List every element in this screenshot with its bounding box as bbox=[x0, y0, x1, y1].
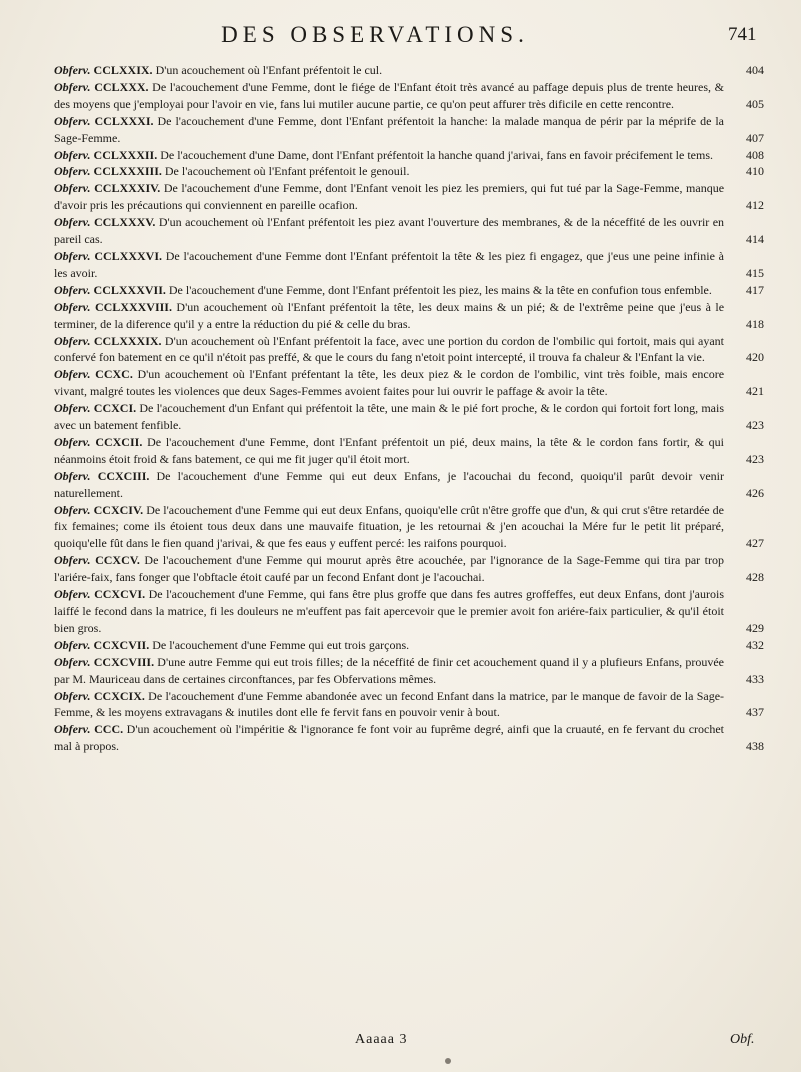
entry-label: Obferv. bbox=[54, 181, 91, 196]
entry-label: Obferv. bbox=[54, 333, 91, 348]
entry-page-ref: 433 bbox=[746, 671, 764, 686]
entry-page-ref: 438 bbox=[746, 739, 764, 754]
entry-text: De l'acouchement où l'Enfant préfentoit le genouil. bbox=[164, 164, 410, 179]
observation-entry bbox=[54, 248, 764, 282]
entry-number: CCXCVI. bbox=[94, 587, 146, 602]
entry-page-ref: 414 bbox=[746, 232, 764, 247]
entry-page-ref: 428 bbox=[746, 570, 764, 585]
entry-text: De l'acouchement d'une Femme qui mourut après être acouchée, par l'ignorance de la Sage-Femme qui tira par trop l'ariére-faix, fans fonger que l'obftacle étoit caufé par un fecond Enfant dont je l'acouchai. bbox=[54, 553, 725, 585]
entry-label: Obferv. bbox=[54, 553, 91, 568]
observation-entry bbox=[54, 637, 764, 654]
observation-entry bbox=[54, 552, 764, 586]
entry-label: Obferv. bbox=[54, 282, 91, 297]
entry-text: D'un acouchement où l'Enfant préfentoit le cul. bbox=[155, 63, 383, 77]
entry-page-ref: 404 bbox=[746, 63, 764, 77]
observation-entry bbox=[54, 721, 764, 755]
page-header bbox=[0, 22, 801, 52]
entry-text: D'un acouchement où l'Enfant préfentant la tête, les deux piez & le cordon de l'ombilic, vint très foible, mais encore vivant, malgré toutes les violences que deux Sages-Femmes avoient faites pour lui ouvrir le paffage & avoir la tête. bbox=[54, 367, 725, 399]
entry-text: De l'acouchement d'une Femme, dont l'Enfant venoit les piez les premiers, qui fut tué par la Sage-Femme, manque d'avoir pris les précautions qui conviennent en pareille ocafion. bbox=[54, 181, 725, 213]
entry-page-ref: 408 bbox=[746, 147, 764, 162]
entry-number: CCXCIV. bbox=[93, 502, 144, 517]
observation-list bbox=[54, 62, 764, 755]
entry-text: De l'acouchement d'une Femme qui eut deux Enfans, quoiqu'elle crût n'être groffe que d'un, & qui crut s'être retardée de fix femaines; come ils étoient tous deux dans une mauvaife fituation, je les retournai & j'en acouchai la Mére fur le petit lit préparé, quoiqu'elle fût dans le fien quand j'arivai, & que fes eaus y euffent percé: les raifons pourquoi. bbox=[54, 502, 725, 551]
observation-entry bbox=[54, 366, 764, 400]
entry-number: CCLXXXI. bbox=[94, 113, 154, 128]
observation-entry bbox=[54, 282, 764, 299]
entry-text: De l'acouchement d'une Femme, dont l'Enfant préfentoit la hanche: la malade manqua de périr par la méprife de la Sage-Femme. bbox=[54, 113, 725, 145]
entry-text: De l'acouchement d'une Femme qui eut trois garçons. bbox=[152, 637, 410, 652]
entry-page-ref: 417 bbox=[746, 282, 764, 297]
running-head: DES OBSERVATIONS. bbox=[221, 22, 529, 47]
entry-page-ref: 410 bbox=[746, 164, 764, 179]
entry-page-ref: 427 bbox=[746, 536, 764, 551]
entry-number: CCLXXX. bbox=[94, 79, 149, 94]
entry-label: Obferv. bbox=[54, 502, 91, 517]
entry-text: De l'acouchement d'une Dame, dont l'Enfant préfentoit la hanche quand j'arivai, fans en favoir précifement le tems. bbox=[160, 147, 713, 162]
entry-page-ref: 418 bbox=[746, 316, 764, 331]
entry-number: CCLXXIX. bbox=[93, 63, 153, 77]
observation-entry bbox=[54, 333, 764, 367]
page-number: 741 bbox=[728, 24, 757, 45]
observation-entry bbox=[54, 62, 764, 79]
entry-label: Obferv. bbox=[54, 113, 91, 128]
entry-label: Obferv. bbox=[54, 164, 91, 179]
entry-label: Obferv. bbox=[54, 299, 91, 314]
entry-label: Obferv. bbox=[54, 722, 91, 737]
entry-text: De l'acouchement d'une Femme, dont l'Enfant préfentoit un pié, deux mains, la tête & le cordon fans fortir, & qui néanmoins étoit froid & fans batement, ce qui me fit juger qu'il étoit mort. bbox=[54, 434, 725, 466]
entry-number: CCXCIX. bbox=[93, 688, 145, 703]
entry-label: Obferv. bbox=[54, 79, 91, 94]
observation-entry bbox=[54, 434, 764, 468]
entry-number: CCXCV. bbox=[95, 553, 140, 568]
entry-text: De l'acouchement d'une Femme dont l'Enfant préfentoit la tête & les piez fi engagez, que j'eus une peine infinie à les avoir. bbox=[54, 248, 725, 280]
entry-number: CCXCIII. bbox=[97, 468, 150, 483]
entry-number: CCLXXXVI. bbox=[94, 248, 162, 263]
entry-label: Obferv. bbox=[54, 468, 91, 483]
entry-text: D'une autre Femme qui eut trois filles; de la néceffité de finir cet acouchement quand il y a plufieurs Enfans, prouvée par M. Mauriceau dans de certaines circonftances, par fes Obfervations mêmes. bbox=[54, 654, 725, 686]
entry-number: CCLXXXIV. bbox=[94, 181, 161, 196]
entry-label: Obferv. bbox=[54, 63, 91, 77]
entry-label: Obferv. bbox=[54, 637, 91, 652]
entry-number: CCXCII. bbox=[95, 434, 143, 449]
entry-page-ref: 437 bbox=[746, 705, 764, 720]
page-footer bbox=[0, 1032, 801, 1052]
entry-label: Obferv. bbox=[54, 434, 91, 449]
entry-number: CCLXXXV. bbox=[93, 215, 156, 230]
entry-number: CCXCI. bbox=[93, 401, 137, 416]
entry-page-ref: 429 bbox=[746, 620, 764, 635]
entry-text: D'un acouchement où l'impéritie & l'ignorance fe font voir au fuprême degré, ainfi que la cruauté, en fe fervant du crochet mal à propos. bbox=[54, 722, 725, 754]
entry-page-ref: 421 bbox=[746, 384, 764, 399]
entry-page-ref: 423 bbox=[746, 418, 764, 433]
observation-entry bbox=[54, 400, 764, 434]
entry-text: D'un acouchement où l'Enfant préfentoit la tête, les deux mains & un pié; & de l'extrême peine que j'eus à le terminer, de la diference qu'il y a entre la réduction du pié & celle du bras. bbox=[54, 299, 725, 331]
entry-label: Obferv. bbox=[54, 587, 91, 602]
entry-page-ref: 415 bbox=[746, 265, 764, 280]
entry-text: De l'acouchement d'une Femme, dont le fiége de l'Enfant étoit très avancé au paffage depuis plus de trente heures, & des moyens que j'employai pour l'avoir en vie, fans lui mutiler aucune partie, ce qu'on peut affurer très dificile en cette rencontre. bbox=[54, 79, 724, 111]
entry-number: CCC. bbox=[94, 722, 124, 737]
observation-entry bbox=[54, 654, 764, 688]
observation-entry bbox=[54, 214, 764, 248]
observation-entry bbox=[54, 113, 764, 147]
entry-page-ref: 423 bbox=[746, 451, 764, 466]
catchword: Obf. bbox=[730, 1032, 755, 1047]
entry-number: CCLXXXVIII. bbox=[94, 299, 172, 314]
entry-label: Obferv. bbox=[54, 688, 91, 703]
entry-text: De l'acouchement d'une Femme, qui fans être plus groffe que dans fes autres groffeffes, eut deux Enfans, dont j'aurois laiffé le fecond dans la matrice, fi les douleurs ne m'euffent pas fait apercevoir que le premier avoit fon ariére-faix particulier, & qu'il étoit bien gros. bbox=[54, 587, 725, 635]
entry-page-ref: 432 bbox=[746, 637, 764, 652]
entry-page-ref: 426 bbox=[746, 485, 764, 500]
entry-number: CCLXXXII. bbox=[93, 147, 158, 162]
entry-number: CCXC. bbox=[95, 367, 133, 382]
entry-number: CCXCVII. bbox=[93, 637, 150, 652]
entry-label: Obferv. bbox=[54, 215, 91, 230]
observation-entry bbox=[54, 79, 764, 113]
entry-text: De l'acouchement d'un Enfant qui préfentoit la tête, une main & le pié fort proche, & le cordon qui fortoit fort long, mais avec un batement fenfible. bbox=[54, 401, 725, 433]
entry-page-ref: 420 bbox=[746, 350, 764, 365]
entry-page-ref: 407 bbox=[746, 130, 764, 145]
entry-label: Obferv. bbox=[54, 401, 91, 416]
entry-page-ref: 412 bbox=[746, 198, 764, 213]
signature-mark: Aaaaa 3 bbox=[355, 1032, 408, 1047]
observation-entry bbox=[54, 180, 764, 214]
observation-entry bbox=[54, 147, 764, 164]
entry-text: D'un acouchement où l'Enfant préfentoit la face, avec une portion du cordon de l'ombilic qui fortoit, mais qui ayant confervé fon batement en ce qu'il n'étoit pas preffé, & que le cours du fang n'etoit point intercepté, il trouva fa chaleur & l'Enfant la vie. bbox=[54, 333, 725, 365]
entry-label: Obferv. bbox=[54, 248, 91, 263]
entry-label: Obferv. bbox=[54, 654, 91, 669]
entry-number: CCLXXXIX. bbox=[93, 333, 162, 348]
entry-text: De l'acouchement d'une Femme abandonée avec un fecond Enfant dans la matrice, par le manque de favoir de la Sage-Femme, & les moyens extravagans & inutiles dont elle fe fervit fans en pouvoir venir à bout. bbox=[54, 688, 725, 720]
entry-number: CCLXXXIII. bbox=[93, 164, 162, 179]
entry-number: CCLXXXVII. bbox=[93, 282, 166, 297]
entry-text: De l'acouchement d'une Femme, dont l'Enfant préfentoit les piez, les mains & la tête en confufion tous enfemble. bbox=[168, 282, 712, 297]
observation-entry bbox=[54, 502, 764, 553]
observation-entry bbox=[54, 163, 764, 180]
observation-entry bbox=[54, 688, 764, 722]
observation-entry bbox=[54, 586, 764, 637]
observation-entry bbox=[54, 299, 764, 333]
ink-blot bbox=[445, 1058, 451, 1064]
observation-entry bbox=[54, 468, 764, 502]
entry-text: De l'acouchement d'une Femme qui eut deux Enfans, je l'acouchai du fecond, quoiqu'il parût devoir venir naturellement. bbox=[54, 468, 725, 500]
entry-text: D'un acouchement où l'Enfant préfentoit les piez avant l'ouverture des membranes, & de la néceffité de les ouvrir en pareil cas. bbox=[54, 215, 725, 247]
entry-page-ref: 405 bbox=[746, 96, 764, 111]
entry-label: Obferv. bbox=[54, 367, 91, 382]
entry-label: Obferv. bbox=[54, 147, 91, 162]
entry-number: CCXCVIII. bbox=[93, 654, 155, 669]
